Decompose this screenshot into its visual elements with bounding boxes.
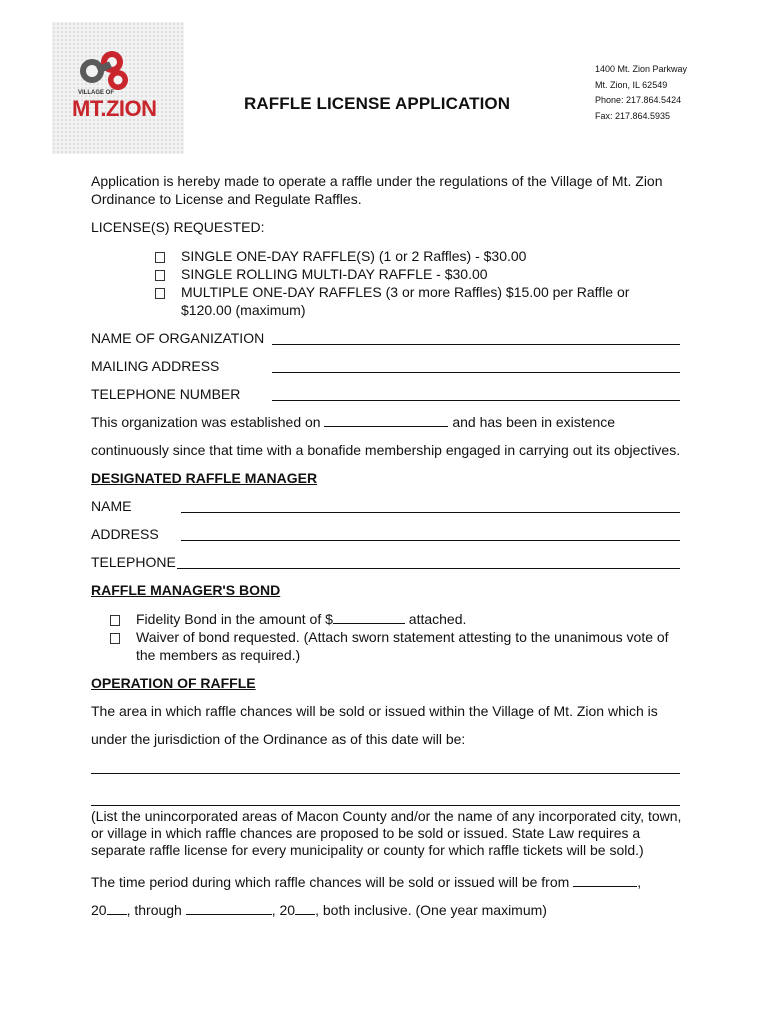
fidelity-bond-checkbox[interactable] (110, 615, 120, 626)
fidelity-bond-amount-field[interactable] (333, 611, 405, 624)
telephone-number-field[interactable] (272, 400, 680, 401)
period-line2 (91, 902, 547, 918)
fidelity-bond-suffix: attached. (408, 611, 467, 627)
telephone-number-label: TELEPHONE NUMBER (91, 386, 241, 402)
period-line1-text: The time period during which raffle chances will be sold or issued will be from (91, 874, 570, 890)
fidelity-bond-line (136, 611, 466, 627)
manager-address-label: ADDRESS (91, 526, 159, 542)
period-end-text: , both inclusive. (One year maximum) (315, 902, 547, 918)
operation-area-line1: The area in which raffle chances will be sold or issued within the Village of Mt. Zion which is (91, 703, 658, 719)
established-line1 (91, 414, 615, 430)
waiver-bond-line2: the members as required.) (136, 647, 301, 663)
manager-name-field[interactable] (181, 512, 680, 513)
period-year1-field[interactable] (107, 902, 127, 915)
intro-line2: Ordinance to License and Regulate Raffles. (91, 191, 362, 207)
operation-heading: OPERATION OF RAFFLE (91, 675, 256, 691)
manager-heading: DESIGNATED RAFFLE MANAGER (91, 470, 318, 486)
page-title: RAFFLE LICENSE APPLICATION (244, 94, 511, 113)
fidelity-bond-prefix: Fidelity Bond in the amount of $ (136, 611, 333, 627)
license-option-3-label: MULTIPLE ONE-DAY RAFFLES (3 or more Raffles) $15.00 per Raffle or (181, 284, 630, 300)
period-through: , through (126, 902, 182, 918)
period-end-date-field[interactable] (186, 902, 272, 915)
contact-info (595, 62, 687, 125)
bond-heading: RAFFLE MANAGER'S BOND (91, 582, 281, 598)
operation-note-line1: (List the unincorporated areas of Macon County and/or the name of any incorporated city, town, (91, 808, 682, 824)
period-year2-field[interactable] (295, 902, 315, 915)
mailing-address-field[interactable] (272, 372, 680, 373)
village-logo (52, 22, 184, 154)
period-line1-comma: , (637, 874, 642, 890)
period-year2-prefix: , 20 (271, 902, 296, 918)
village-logo-mark-icon (52, 22, 184, 154)
intro-line1: Application is hereby made to operate a raffle under the regulations of the Village of Mt. Zion (91, 173, 663, 189)
license-option-3-checkbox[interactable] (155, 288, 165, 299)
period-start-field[interactable] (573, 874, 637, 887)
contact-phone: Phone: 217.864.5424 (595, 95, 682, 106)
license-option-2-checkbox[interactable] (155, 270, 165, 281)
manager-address-field[interactable] (181, 540, 680, 541)
established-suffix: and has been in existence (452, 414, 616, 430)
manager-telephone-field[interactable] (177, 568, 680, 569)
waiver-bond-line1: Waiver of bond requested. (Attach sworn statement attesting to the unanimous vote of (136, 629, 669, 645)
contact-fax: Fax: 217.864.5935 (595, 111, 671, 122)
period-year1-prefix: 20 (91, 902, 107, 918)
mailing-address-label: MAILING ADDRESS (91, 358, 220, 374)
operation-note-line2: or village in which raffle chances are proposed to be sold or issued. State Law requires a (91, 825, 641, 841)
established-line2: continuously since that time with a bonafide membership engaged in carrying out its objectives. (91, 442, 681, 458)
contact-address-line1: 1400 Mt. Zion Parkway (595, 64, 688, 74)
established-prefix: This organization was established on (91, 414, 321, 430)
manager-name-label: NAME (91, 498, 132, 514)
logo-name: MT.ZION (72, 96, 157, 121)
license-option-2-label: SINGLE ROLLING MULTI-DAY RAFFLE - $30.00 (181, 266, 488, 282)
operation-area-field-2[interactable] (91, 805, 680, 806)
established-date-field[interactable] (324, 414, 448, 427)
contact-address-line2: Mt. Zion, IL 62549 (595, 79, 668, 90)
operation-area-field-1[interactable] (91, 773, 680, 774)
operation-note-line3: separate raffle license for every municipality or county for which raffle tickets will be sold.) (91, 842, 644, 858)
organization-name-field[interactable] (272, 344, 680, 345)
license-option-1-label: SINGLE ONE-DAY RAFFLE(S) (1 or 2 Raffles) - $30.00 (181, 248, 527, 264)
organization-name-label: NAME OF ORGANIZATION (91, 330, 265, 346)
period-line1 (91, 874, 641, 890)
logo-top-text: VILLAGE OF (78, 90, 114, 96)
licenses-label: LICENSE(S) REQUESTED: (91, 219, 265, 235)
waiver-bond-checkbox[interactable] (110, 633, 120, 644)
license-option-1-checkbox[interactable] (155, 252, 165, 263)
operation-area-line2: under the jurisdiction of the Ordinance as of this date will be: (91, 731, 466, 747)
license-option-3-continued: $120.00 (maximum) (181, 302, 306, 318)
manager-telephone-label: TELEPHONE (91, 554, 176, 570)
